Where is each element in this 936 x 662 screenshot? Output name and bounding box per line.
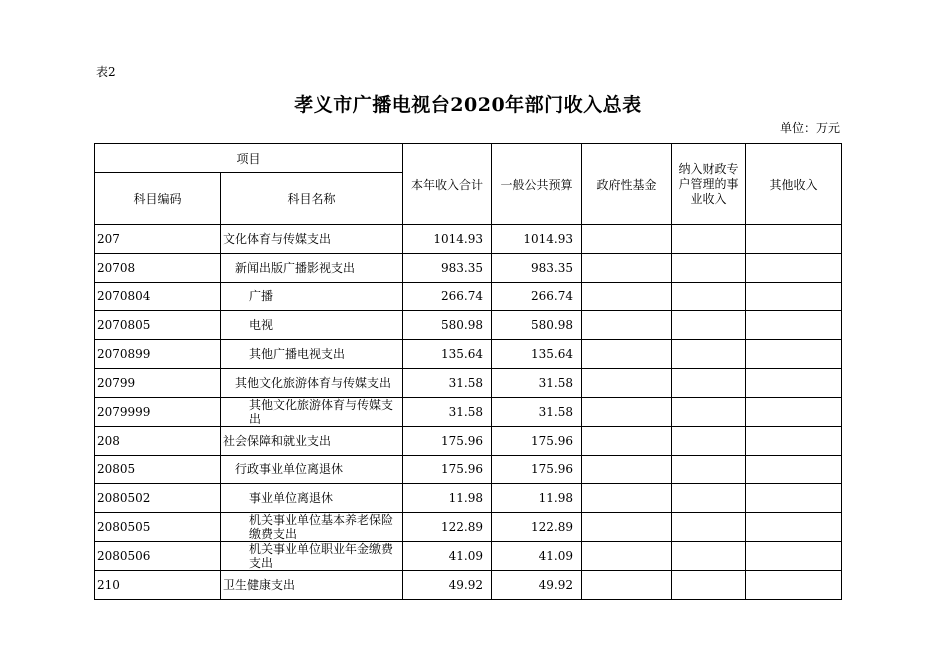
row-special bbox=[672, 397, 746, 426]
row-code: 20805 bbox=[95, 455, 221, 484]
header-gov-fund: 政府性基金 bbox=[582, 144, 672, 225]
row-other bbox=[746, 571, 842, 600]
header-general-budget: 一般公共预算 bbox=[492, 144, 582, 225]
table-row bbox=[95, 225, 842, 254]
row-name: 其他文化旅游体育与传媒支出 bbox=[221, 368, 403, 397]
row-general: 122.89 bbox=[492, 513, 582, 542]
row-name: 新闻出版广播影视支出 bbox=[221, 253, 403, 282]
header-project: 项目 bbox=[95, 144, 403, 173]
row-general: 266.74 bbox=[492, 282, 582, 311]
row-general: 175.96 bbox=[492, 455, 582, 484]
row-fund bbox=[582, 282, 672, 311]
row-special bbox=[672, 513, 746, 542]
row-name: 机关事业单位基本养老保险缴费支出 bbox=[221, 513, 403, 542]
row-code: 20708 bbox=[95, 253, 221, 282]
row-name: 机关事业单位职业年金缴费支出 bbox=[221, 542, 403, 571]
row-code: 2070804 bbox=[95, 282, 221, 311]
row-code: 210 bbox=[95, 571, 221, 600]
row-total: 122.89 bbox=[403, 513, 492, 542]
table-row bbox=[95, 253, 842, 282]
row-code: 2070899 bbox=[95, 340, 221, 369]
row-other bbox=[746, 282, 842, 311]
row-other bbox=[746, 368, 842, 397]
row-fund bbox=[582, 455, 672, 484]
row-fund bbox=[582, 571, 672, 600]
row-special bbox=[672, 282, 746, 311]
row-code: 208 bbox=[95, 426, 221, 455]
row-fund bbox=[582, 368, 672, 397]
row-special bbox=[672, 455, 746, 484]
row-code: 2079999 bbox=[95, 397, 221, 426]
row-special bbox=[672, 368, 746, 397]
row-general: 1014.93 bbox=[492, 225, 582, 254]
row-general: 49.92 bbox=[492, 571, 582, 600]
row-total: 11.98 bbox=[403, 484, 492, 513]
row-special bbox=[672, 571, 746, 600]
row-total: 175.96 bbox=[403, 426, 492, 455]
row-name: 卫生健康支出 bbox=[221, 571, 403, 600]
row-total: 266.74 bbox=[403, 282, 492, 311]
row-name: 文化体育与传媒支出 bbox=[221, 225, 403, 254]
row-fund bbox=[582, 397, 672, 426]
row-general: 135.64 bbox=[492, 340, 582, 369]
row-general: 983.35 bbox=[492, 253, 582, 282]
header-other-income: 其他收入 bbox=[746, 144, 842, 225]
row-special bbox=[672, 340, 746, 369]
header-special-account: 纳入财政专户管理的事业收入 bbox=[672, 144, 746, 225]
row-general: 580.98 bbox=[492, 311, 582, 340]
row-fund bbox=[582, 513, 672, 542]
row-total: 135.64 bbox=[403, 340, 492, 369]
row-total: 580.98 bbox=[403, 311, 492, 340]
table-row bbox=[95, 340, 842, 369]
row-general: 31.58 bbox=[492, 368, 582, 397]
table-row bbox=[95, 368, 842, 397]
row-code: 2070805 bbox=[95, 311, 221, 340]
row-code: 207 bbox=[95, 225, 221, 254]
row-other bbox=[746, 340, 842, 369]
row-fund bbox=[582, 426, 672, 455]
row-special bbox=[672, 426, 746, 455]
row-special bbox=[672, 253, 746, 282]
header-name: 科目名称 bbox=[221, 173, 403, 225]
table-row bbox=[95, 426, 842, 455]
row-fund bbox=[582, 340, 672, 369]
row-total: 49.92 bbox=[403, 571, 492, 600]
row-name: 其他文化旅游体育与传媒支出 bbox=[221, 397, 403, 426]
row-name: 社会保障和就业支出 bbox=[221, 426, 403, 455]
row-total: 31.58 bbox=[403, 397, 492, 426]
row-fund bbox=[582, 253, 672, 282]
page-title: 孝义市广播电视台2020年部门收入总表 bbox=[294, 94, 642, 116]
table-row bbox=[95, 513, 842, 542]
table-row bbox=[95, 311, 842, 340]
table-number: 表2 bbox=[96, 65, 116, 79]
row-other bbox=[746, 426, 842, 455]
table-row bbox=[95, 455, 842, 484]
row-name: 其他广播电视支出 bbox=[221, 340, 403, 369]
row-code: 2080505 bbox=[95, 513, 221, 542]
row-total: 1014.93 bbox=[403, 225, 492, 254]
row-other bbox=[746, 397, 842, 426]
row-total: 31.58 bbox=[403, 368, 492, 397]
row-other bbox=[746, 542, 842, 571]
row-total: 983.35 bbox=[403, 253, 492, 282]
row-code: 20799 bbox=[95, 368, 221, 397]
header-code: 科目编码 bbox=[95, 173, 221, 225]
row-fund bbox=[582, 484, 672, 513]
income-table bbox=[94, 143, 842, 600]
row-code: 2080502 bbox=[95, 484, 221, 513]
row-other bbox=[746, 455, 842, 484]
row-fund bbox=[582, 311, 672, 340]
row-total: 175.96 bbox=[403, 455, 492, 484]
row-name: 行政事业单位离退休 bbox=[221, 455, 403, 484]
row-other bbox=[746, 484, 842, 513]
row-general: 175.96 bbox=[492, 426, 582, 455]
row-other bbox=[746, 253, 842, 282]
row-fund bbox=[582, 225, 672, 254]
table-row bbox=[95, 484, 842, 513]
row-special bbox=[672, 484, 746, 513]
table-row bbox=[95, 571, 842, 600]
row-other bbox=[746, 225, 842, 254]
row-name: 事业单位离退休 bbox=[221, 484, 403, 513]
unit-label: 单位：万元 bbox=[779, 121, 840, 135]
row-other bbox=[746, 311, 842, 340]
row-other bbox=[746, 513, 842, 542]
table-row bbox=[95, 282, 842, 311]
row-general: 11.98 bbox=[492, 484, 582, 513]
table-row bbox=[95, 542, 842, 571]
row-special bbox=[672, 311, 746, 340]
table-row bbox=[95, 397, 842, 426]
row-general: 41.09 bbox=[492, 542, 582, 571]
row-name: 广播 bbox=[221, 282, 403, 311]
row-name: 电视 bbox=[221, 311, 403, 340]
row-code: 2080506 bbox=[95, 542, 221, 571]
row-special bbox=[672, 225, 746, 254]
header-total: 本年收入合计 bbox=[403, 144, 492, 225]
row-special bbox=[672, 542, 746, 571]
row-general: 31.58 bbox=[492, 397, 582, 426]
row-total: 41.09 bbox=[403, 542, 492, 571]
row-fund bbox=[582, 542, 672, 571]
